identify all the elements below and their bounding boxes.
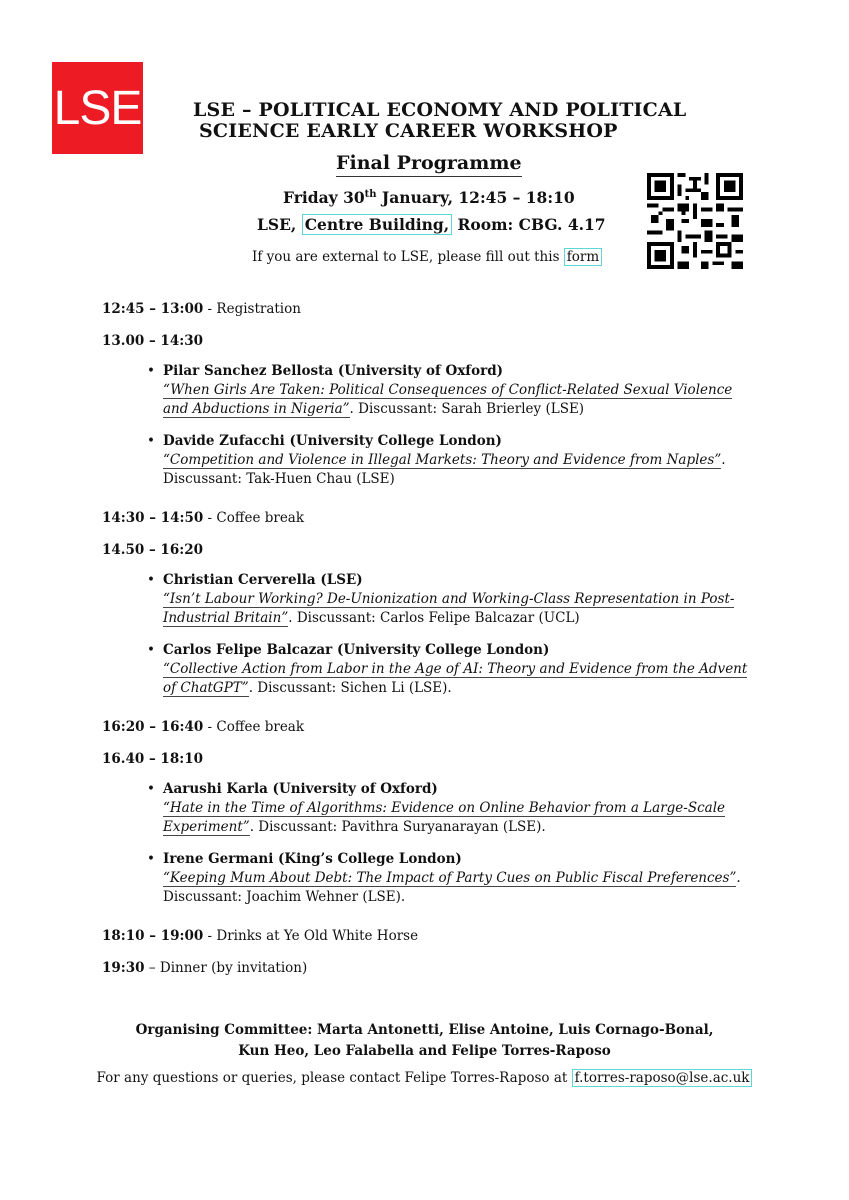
paper-title: “Isn’t Labour Working? De-Unionization and Working-Class Representation in Post-Industrial Britain” [163,591,735,626]
schedule-slot [102,927,752,945]
slot-label: - Registration [203,301,301,317]
slot-time: 18:10 – 19:00 [102,928,204,944]
speaker-name: Pilar Sanchez Bellosta (University of Oxford) [163,363,504,379]
talk-item [147,571,752,628]
date-superscript: th [364,188,377,200]
discussant: . Discussant: Carlos Felipe Balcazar (UCL) [288,610,580,626]
schedule [102,300,752,991]
slot-label: - Coffee break [203,719,305,735]
lse-logo [52,62,143,154]
talk-item [147,850,752,907]
slot-time: 16.40 – 18:10 [102,751,203,767]
paper-title: “Hate in the Time of Algorithms: Evidence on Online Behavior from a Large-Scale Experiment” [163,800,726,835]
organising-committee [0,1020,849,1062]
slot-time: 14.50 – 16:20 [102,542,203,558]
committee-line-1: Organising Committee: Marta Antonetti, Elise Antoine, Luis Cornago-Bonal, [135,1022,714,1038]
slot-time: 19:30 [102,960,145,976]
centre-building-link[interactable]: Centre Building, [302,214,452,235]
speaker-name: Carlos Felipe Balcazar (University College London) [163,642,550,658]
talk-item [147,362,752,419]
contact-text: For any questions or queries, please contact Felipe Torres-Raposo at [96,1070,572,1086]
schedule-slot [102,750,752,768]
talk-item [147,432,752,489]
bullet-icon: • [147,363,155,379]
slot-time: 12:45 – 13:00 [102,301,204,317]
form-link[interactable]: form [564,248,602,266]
speaker-name: Aarushi Karla (University of Oxford) [163,781,438,797]
date-line [283,188,575,207]
talk-list [147,780,752,907]
schedule-slot [102,718,752,736]
slot-label: - Drinks at Ye Old White Horse [203,928,419,944]
programme-subtitle: Final Programme [336,152,522,177]
speaker-name: Irene Germani (King’s College London) [163,851,462,867]
slot-label: – Dinner (by invitation) [144,960,308,976]
date-rest: January, 12:45 – 18:10 [376,188,575,207]
slot-time: 13.00 – 14:30 [102,333,203,349]
speaker-name: Davide Zufacchi (University College London) [163,433,502,449]
paper-title: “Competition and Violence in Illegal Markets: Theory and Evidence from Naples” [163,452,722,468]
discussant: . Discussant: Pavithra Suryanarayan (LSE). [249,819,546,835]
venue-room: Room: CBG. 4.17 [452,215,606,234]
title-line-1: LSE – POLITICAL ECONOMY AND POLITICAL [193,99,687,121]
bullet-icon: • [147,642,155,658]
contact-email-link[interactable]: f.torres-raposo@lse.ac.uk [572,1069,753,1087]
paper-title: “When Girls Are Taken: Political Consequences of Conflict-Related Sexual Violence and Abductions in Nigeria” [163,382,733,417]
slot-time: 16:20 – 16:40 [102,719,204,735]
slot-label: - Coffee break [203,510,305,526]
bullet-icon: • [147,851,155,867]
discussant: . Discussant: Joachim Wehner (LSE). [163,870,741,905]
talk-list [147,571,752,698]
contact-line [0,1070,849,1086]
bullet-icon: • [147,781,155,797]
external-notice [252,249,602,265]
slot-time: 14:30 – 14:50 [102,510,204,526]
speaker-name: Christian Cerverella (LSE) [163,572,363,588]
paper-title: “Collective Action from Labor in the Age of AI: Theory and Evidence from the Advent of ChatGPT” [163,661,748,696]
bullet-icon: • [147,572,155,588]
logo-text: LSE [53,81,142,135]
venue-line [257,215,606,234]
external-text: If you are external to LSE, please fill out this [252,249,564,265]
discussant: . Discussant: Tak-Huen Chau (LSE) [163,452,726,487]
schedule-slot [102,509,752,527]
title-line-2: SCIENCE EARLY CAREER WORKSHOP [199,120,618,142]
date-day: Friday 30 [283,188,365,207]
talk-item [147,780,752,837]
talk-list [147,362,752,489]
venue-prefix: LSE, [257,215,302,234]
discussant: . Discussant: Sarah Brierley (LSE) [349,401,585,417]
schedule-slot [102,332,752,350]
bullet-icon: • [147,433,155,449]
qr-code-icon [647,173,743,269]
page-title [193,100,753,142]
schedule-slot [102,300,752,318]
schedule-slot [102,541,752,559]
paper-title: “Keeping Mum About Debt: The Impact of Party Cues on Public Fiscal Preferences” [163,870,737,886]
discussant: . Discussant: Sichen Li (LSE). [248,680,452,696]
talk-item [147,641,752,698]
schedule-slot [102,959,752,977]
committee-line-2: Kun Heo, Leo Falabella and Felipe Torres-Raposo [238,1043,611,1059]
